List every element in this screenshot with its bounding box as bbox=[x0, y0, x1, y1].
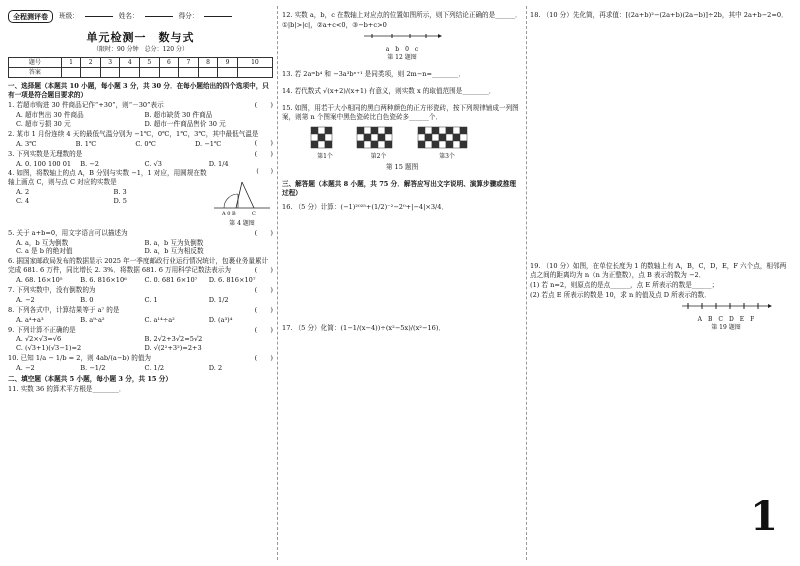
tile bbox=[385, 134, 392, 141]
answer-num: 2 bbox=[81, 58, 101, 68]
question-3: 3. 下列实数是无理数的是 ( ) bbox=[8, 149, 273, 158]
column-divider bbox=[277, 6, 278, 560]
answer-space-16[interactable] bbox=[282, 213, 522, 323]
question-1: 1. 若超市购进 30 件商品记作“+30”，则“－30”表示 ( ) bbox=[8, 101, 273, 110]
question-12: 12. 实数 a，b，c 在数轴上对应点的位置如图所示，则下列结论正确的是______． bbox=[282, 11, 522, 19]
question-4: 4. 如图，将数轴上的点 A，B 分别与实数 −1，1 对应，用圆规在数轴上画点 C，则与点 C 对应的实数是 bbox=[8, 169, 207, 187]
exam-tag: 全程测评卷 bbox=[8, 10, 53, 23]
figure-q15-caption: 第 15 题图 bbox=[385, 162, 419, 171]
question-3-options: A. 0. 100 100 01 B. −2 C. √3 D. 1/4 bbox=[16, 159, 229, 168]
figure-q12-caption: 第 12 题图 bbox=[387, 53, 417, 61]
question-9: 9. 下列计算不正确的是 ( ) bbox=[8, 325, 273, 334]
tile-pattern-1: 第1个 bbox=[310, 126, 340, 161]
tile bbox=[378, 141, 385, 148]
question-4-block bbox=[8, 168, 273, 227]
tile bbox=[432, 127, 439, 134]
question-19: 19. （10 分）如图，在单位长度为 1 的数轴上有 A，B，C，D，E，F 六个点，相邻两点之间的距离均为 n（n 为正整数），点 B 表示的数为 −2． bbox=[530, 261, 787, 279]
question-10: 10. 已知 1/a − 1/b = 2，则 4ab/(a−b) 的值为 ( ) bbox=[8, 354, 273, 363]
question-2: 2. 某市 1 月份连续 4 天的最低气温分别为 −1℃，0℃，1℃，3℃，其中最低气温是 ( ) bbox=[8, 129, 273, 147]
tile bbox=[325, 141, 332, 148]
question-17: 17. （5 分）化简：(1−1/(x−4))÷(x²−5x)/(x²−16)． bbox=[282, 324, 446, 333]
tile bbox=[460, 141, 467, 148]
page-title: 单元检测一 数与式 bbox=[86, 31, 195, 45]
header bbox=[8, 10, 273, 23]
tile bbox=[318, 127, 325, 134]
question-9-options: A. √2×√3=√6 B. 2√2+3√2=5√2 C. (√3+1)(√3−1)=2 D. √(2²+3²)=2+3 bbox=[16, 335, 203, 353]
tile bbox=[371, 127, 378, 134]
answer-num: 3 bbox=[100, 58, 120, 68]
class-blank[interactable] bbox=[85, 16, 113, 17]
numberline-q12-labels: a b 0 c bbox=[385, 45, 419, 53]
page-subtitle: （限时：90 分钟 总分：120 分） bbox=[93, 46, 188, 54]
tile bbox=[311, 134, 318, 141]
tile bbox=[418, 127, 425, 134]
answer-cell[interactable] bbox=[61, 68, 81, 78]
tile bbox=[425, 134, 432, 141]
tile bbox=[378, 127, 385, 134]
tile bbox=[371, 141, 378, 148]
column-divider bbox=[526, 6, 527, 560]
question-13: 13. 若 2aᵐb⁴ 和 −3a³bⁿ⁺¹ 是同类项，则 2m−n=________． bbox=[282, 70, 466, 79]
tile bbox=[460, 134, 467, 141]
tile-pattern-2: 第2个 bbox=[356, 126, 401, 161]
tile bbox=[364, 134, 371, 141]
tile bbox=[385, 141, 392, 148]
tile bbox=[364, 127, 371, 134]
numberline-q12 bbox=[362, 31, 442, 43]
question-15: 15. 如图，用若干大小相同的黑白两种颜色的正方形瓷砖，按下列规律铺成一列图案，则第 n 个图案中黑色瓷砖比白色瓷砖多______个． bbox=[282, 103, 519, 121]
tile bbox=[318, 141, 325, 148]
answer-table-label: 题号 bbox=[9, 58, 62, 68]
question-12-statements: ①|b|>|c|，②a+c<0，③−b+c>0 bbox=[282, 20, 387, 29]
answer-cell[interactable] bbox=[179, 68, 199, 78]
figure-q19 bbox=[680, 300, 772, 331]
tile bbox=[432, 141, 439, 148]
answer-cell[interactable] bbox=[218, 68, 238, 78]
tile bbox=[418, 141, 425, 148]
tile bbox=[446, 141, 453, 148]
tile bbox=[325, 127, 332, 134]
tile bbox=[311, 141, 318, 148]
answer-num: 9 bbox=[218, 58, 238, 68]
section-2-heading: 二、填空题（本题共 5 小题，每小题 3 分，共 15 分） bbox=[8, 375, 172, 384]
svg-text:A 0 B: A 0 B bbox=[222, 211, 236, 217]
numberline-q19-labels: A B C D E F bbox=[697, 315, 755, 323]
question-5-options: A. a，b 互为倒数 B. a，b 互为负倒数 C. a 是 b 的绝对值 D. a，b 互为相反数 bbox=[16, 238, 204, 256]
answer-num: 4 bbox=[120, 58, 140, 68]
tile bbox=[460, 127, 467, 134]
question-14: 14. 若代数式 √(x+2)/(x+1) 有意义，则实数 x 的取值范围是________． bbox=[282, 86, 496, 95]
question-6: 6. 据国家邮政局发布的数据显示 2025 年一季度邮政行业运行情况统计，包裹业务量累计完成 681. 6 万件，同比增长 2. 3%．将数据 681. 6 万用科学记数法表示为 ( ) bbox=[8, 257, 273, 275]
tile bbox=[318, 134, 325, 141]
question-19-part-1: (1) 若 n=2，则原点的是点______，点 E 所表示的数是______； bbox=[530, 280, 719, 289]
tile bbox=[364, 141, 371, 148]
question-2-options: A. 3℃ B. 1℃ C. 0℃ D. −1℃ bbox=[16, 139, 222, 148]
question-6-options: A. 68. 16×10⁵ B. 6. 816×10⁶ C. 0. 681 6×10⁷ D. 6. 816×10⁷ bbox=[16, 276, 256, 285]
question-16: 16. （5 分）计算：(−1)²⁰²⁵+(1/2)⁻²−2⁰+|−4|×3/4． bbox=[282, 203, 449, 212]
answer-num: 8 bbox=[198, 58, 218, 68]
tile bbox=[357, 127, 364, 134]
answer-num: 6 bbox=[159, 58, 179, 68]
section-1-heading: 一、选择题（本题共 10 小题，每小题 3 分，共 30 分．在每小题给出的四个选项中，只有一项是符合题目要求的） bbox=[8, 82, 269, 100]
column-left bbox=[8, 10, 273, 558]
class-label: 班级： bbox=[59, 12, 79, 21]
tile bbox=[446, 134, 453, 141]
name-label: 姓名： bbox=[118, 12, 139, 21]
answer-cell[interactable] bbox=[159, 68, 179, 78]
name-blank[interactable] bbox=[145, 16, 173, 17]
tile bbox=[432, 134, 439, 141]
tile bbox=[453, 141, 460, 148]
answer-cell[interactable] bbox=[198, 68, 218, 78]
question-4-options: A. 2 B. 3 C. 4 D. 5 bbox=[16, 188, 127, 206]
column-middle bbox=[282, 10, 522, 558]
column-right bbox=[530, 10, 792, 558]
question-5: 5. 关于 a+b=0，用文字语言可以描述为 ( ) bbox=[8, 228, 273, 237]
figure-q4: ( ) A 0 B C 第 4 题图 bbox=[211, 168, 273, 227]
tile bbox=[425, 141, 432, 148]
answer-num: 1 bbox=[61, 58, 81, 68]
answer-num: 5 bbox=[140, 58, 160, 68]
question-10-options: A. −2 B. −1/2 C. 1/2 D. 2 bbox=[16, 364, 223, 373]
tile bbox=[453, 127, 460, 134]
figure-q12 bbox=[362, 31, 442, 62]
tile bbox=[357, 134, 364, 141]
tile bbox=[446, 127, 453, 134]
answer-table bbox=[8, 57, 273, 78]
compass-numberline-figure bbox=[212, 176, 272, 216]
tile bbox=[418, 134, 425, 141]
question-7: 7. 下列实数中，没有倒数的为 ( ) bbox=[8, 286, 273, 295]
tile-pattern-3: 第3个 bbox=[417, 126, 477, 161]
answer-cell[interactable] bbox=[140, 68, 160, 78]
question-1-options: A. 超市售出 30 件商品 B. 超市缺货 30 件商品 C. 超市亏损 30 元 D. 超市一件商品售价 30 元 bbox=[16, 111, 226, 128]
answer-cell[interactable] bbox=[120, 68, 140, 78]
tile bbox=[357, 141, 364, 148]
tile bbox=[311, 127, 318, 134]
answer-cell[interactable] bbox=[100, 68, 120, 78]
page-number: 1 bbox=[750, 493, 778, 540]
score-label: 得分： bbox=[178, 12, 199, 21]
question-8: 8. 下列各式中，计算结果等于 a⁷ 的是 ( ) bbox=[8, 305, 273, 314]
answer-cell[interactable] bbox=[81, 68, 101, 78]
tile bbox=[325, 134, 332, 141]
question-8-options: A. a⁴+a³ B. a⁹·a² C. a¹⁴÷a² D. (a³)⁴ bbox=[16, 315, 233, 324]
question-18: 18. （10 分）先化简，再求值：[(2a+b)²−(2a+b)(2a−b)]÷2b，其中 2a+b−2=0． bbox=[530, 11, 788, 19]
tile bbox=[378, 134, 385, 141]
svg-text:C: C bbox=[252, 211, 256, 217]
tile bbox=[385, 127, 392, 134]
tile bbox=[439, 134, 446, 141]
figure-q19-caption: 第 19 题图 bbox=[711, 323, 741, 331]
numberline-q19 bbox=[680, 300, 772, 312]
answer-num: 7 bbox=[179, 58, 199, 68]
score-blank[interactable] bbox=[204, 16, 232, 17]
answer-space-18[interactable] bbox=[530, 21, 792, 261]
question-7-options: A. −2 B. 0 C. 1 D. 1/2 bbox=[16, 295, 229, 304]
tile bbox=[453, 134, 460, 141]
tile bbox=[439, 141, 446, 148]
question-11: 11. 实数 36 的算术平方根是________． bbox=[8, 384, 126, 393]
tile bbox=[371, 134, 378, 141]
answer-table-label: 答案 bbox=[9, 68, 62, 78]
question-19-part-2: (2) 若点 E 所表示的数是 10，求 n 的值及点 D 所表示的数． bbox=[530, 290, 711, 299]
answer-cell[interactable] bbox=[237, 68, 272, 78]
tile bbox=[439, 127, 446, 134]
section-3-heading: 三、解答题（本题共 8 小题，共 75 分．解答应写出文字说明、演算步骤或推理过程） bbox=[282, 179, 516, 197]
answer-num: 10 bbox=[237, 58, 272, 68]
tile bbox=[425, 127, 432, 134]
figure-q15 bbox=[310, 126, 522, 161]
